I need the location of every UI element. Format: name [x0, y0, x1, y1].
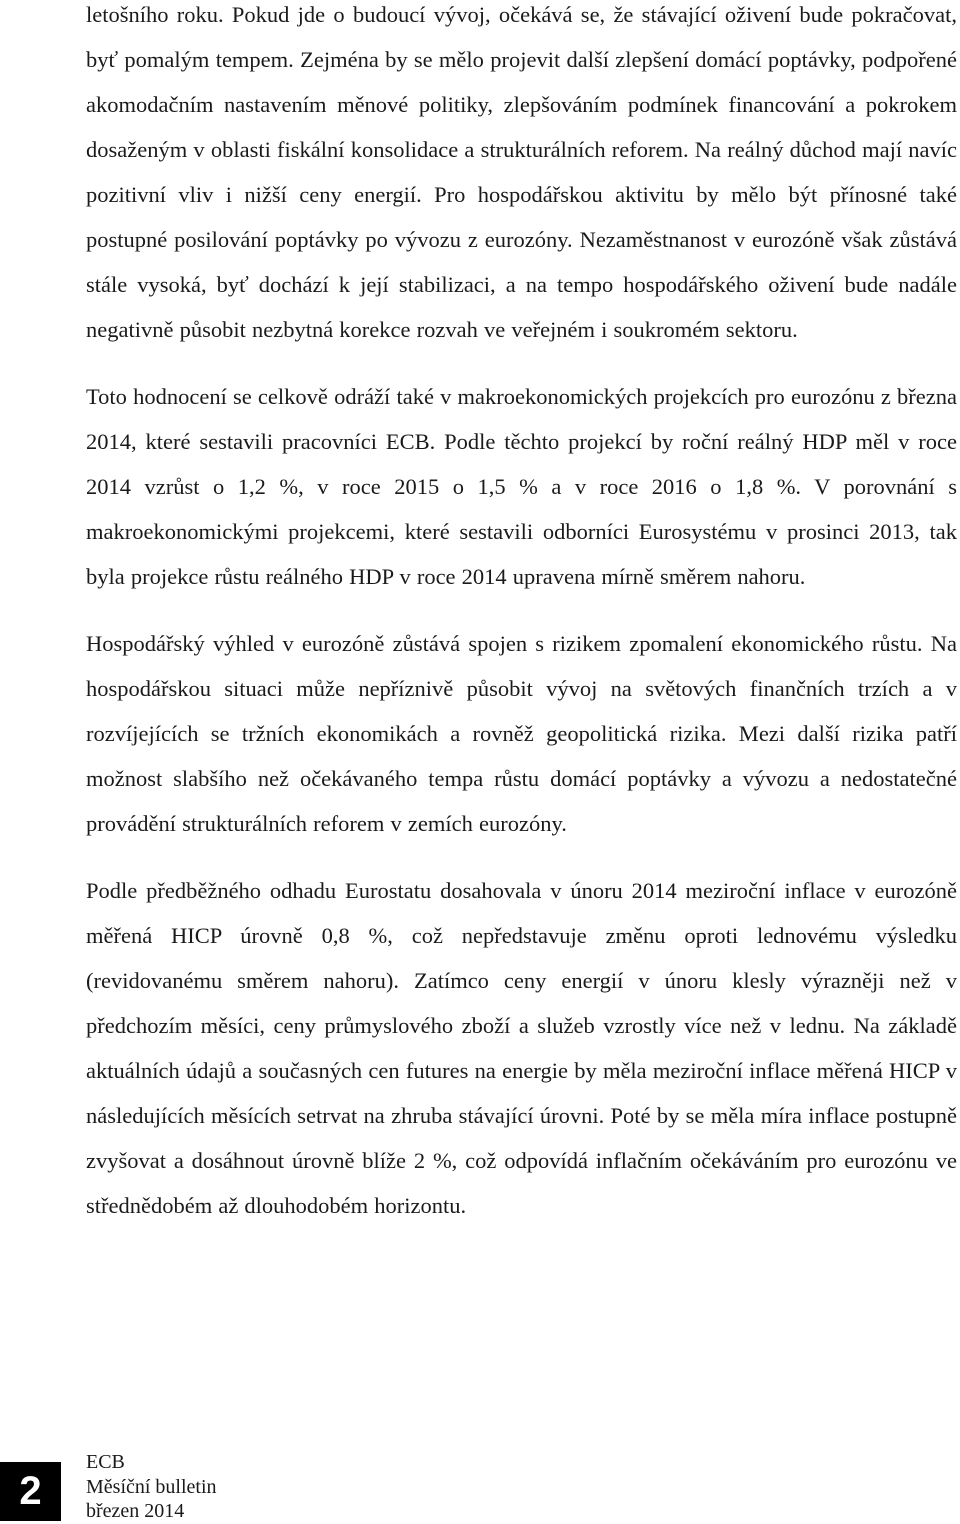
paragraph-inflation: Podle předběžného odhadu Eurostatu dosahovala v únoru 2014 meziroční inflace v eurozóně měřená HICP úrovně 0,8 %, což nepředstavuje změnu oproti lednovému výsledku (revidovanému směrem nahoru). Zatímco ceny energií v únoru klesly výrazněji než v předchozím měsíci, ceny průmyslového zboží a služeb vzrostly více než v lednu. Na základě aktuálních údajů a současných cen futures na energie by měla meziroční inflace měřená HICP v následujících měsících setrvat na zhruba stávající úrovni. Poté by se měla míra inflace postupně zvyšovat a dosáhnout úrovně blíže 2 %, což odpovídá inflačním očekáváním pro eurozónu ve střednědobém až dlouhodobém horizontu.: [86, 878, 957, 1218]
footer-issue-date: březen 2014: [86, 1500, 185, 1522]
page-number-badge: 2: [0, 1462, 61, 1521]
paragraph-outlook: letošního roku. Pokud jde o budoucí vývoj, očekává se, že stávající oživení bude pokračovat, byť pomalým tempem. Zejména by se mělo projevit další zlepšení domácí poptávky, podpořené akomodačním nastavením měnové politiky, zlepšováním podmínek financování a pokrokem dosaženým v oblasti fiskální konsolidace a strukturálních reforem. Na reálný důchod mají navíc pozitivní vliv i nižší ceny energií. Pro hospodářskou aktivitu by mělo být přínosné také postupné posilování poptávky po vývozu z eurozóny. Nezaměstnanost v eurozóně však zůstává stále vysoká, byť dochází k její stabilizaci, a na tempo hospodářského oživení bude nadále negativně působit nezbytná korekce rozvah ve veřejném i soukromém sektoru.: [86, 2, 957, 342]
footer-publication: Měsíční bulletin: [86, 1475, 217, 1498]
paragraph-projections: Toto hodnocení se celkově odráží také v makroekonomických projekcích pro eurozónu z března 2014, které sestavili pracovníci ECB. Podle těchto projekcí by roční reálný HDP měl v roce 2014 vzrůst o 1,2 %, v roce 2015 o 1,5 % a v roce 2016 o 1,8 %. V porovnání s makroekonomickými projekcemi, které sestavili odborníci Eurosystému v prosinci 2013, tak byla projekce růstu reálného HDP v roce 2014 upravena mírně směrem nahoru.: [86, 384, 957, 589]
paragraph-risks: Hospodářský výhled v eurozóně zůstává spojen s rizikem zpomalení ekonomického růstu. Na hospodářskou situaci může nepříznivě působit vývoj na světových finančních trzích a v rozvíjejících se tržních ekonomikách a rovněž geopolitická rizika. Mezi další rizika patří možnost slabšího než očekávaného tempa růstu domácí poptávky a vývozu a nedostatečné provádění strukturálních reforem v zemích eurozóny.: [86, 631, 957, 836]
document-body: [86, 0, 957, 1228]
footer: [86, 1450, 217, 1524]
footer-publisher: ECB: [86, 1451, 125, 1473]
